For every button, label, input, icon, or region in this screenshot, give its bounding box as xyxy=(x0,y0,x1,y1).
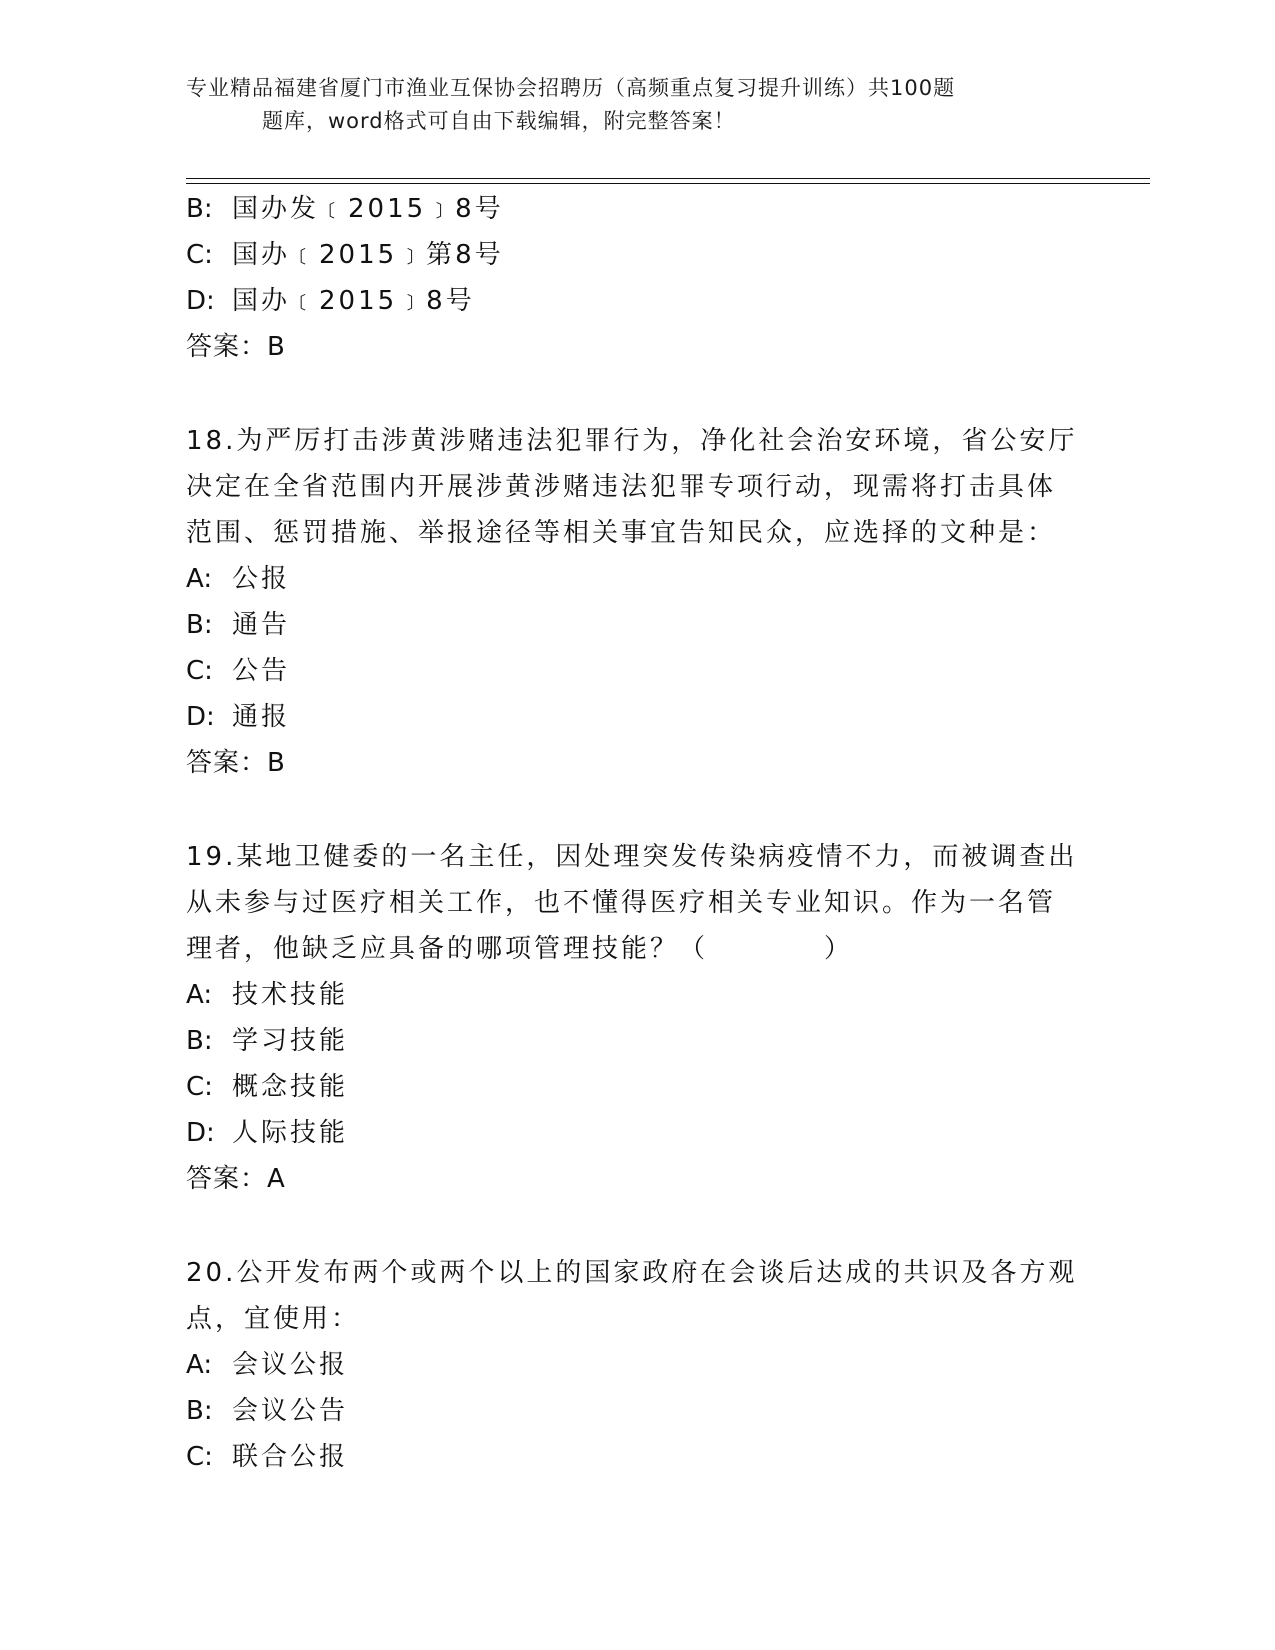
option-text: 国办﹝2015﹞8号 xyxy=(232,286,475,316)
option-row xyxy=(186,1018,1086,1064)
question-text-line: 20.公开发布两个或两个以上的国家政府在会谈后达成的共识及各方观 xyxy=(186,1258,1078,1288)
question-19-block xyxy=(186,834,1086,1202)
option-letter: C: xyxy=(186,1072,213,1102)
document-body xyxy=(186,186,1086,1480)
question-18-block xyxy=(186,418,1086,786)
option-letter: C: xyxy=(186,1442,213,1472)
option-row xyxy=(186,602,1086,648)
question-text-line: 决定在全省范围内开展涉黄涉赌违法犯罪专项行动，现需将打击具体 xyxy=(186,472,1057,502)
option-letter: A: xyxy=(186,1350,213,1380)
option-text: 学习技能 xyxy=(232,1026,349,1056)
option-letter: B: xyxy=(186,1026,213,1056)
option-row xyxy=(186,1388,1086,1434)
option-row xyxy=(186,1342,1086,1388)
option-letter: B: xyxy=(186,610,213,640)
question-text-line: 18.为严厉打击涉黄涉赌违法犯罪行为，净化社会治安环境，省公安厅 xyxy=(186,426,1078,456)
option-row xyxy=(186,232,1086,278)
option-row xyxy=(186,1110,1086,1156)
option-row xyxy=(186,1064,1086,1110)
option-text: 通告 xyxy=(232,610,291,640)
question-text-line: 理者，他缺乏应具备的哪项管理技能？（ ） xyxy=(186,934,854,964)
document-header xyxy=(186,72,1066,138)
option-text: 公报 xyxy=(232,564,291,594)
option-letter: D: xyxy=(186,702,215,732)
option-letter: B: xyxy=(186,194,213,224)
option-text: 概念技能 xyxy=(232,1072,349,1102)
spacer xyxy=(186,1202,1086,1250)
option-text: 技术技能 xyxy=(232,980,349,1010)
question-text-line: 19.某地卫健委的一名主任，因处理突发传染病疫情不力，而被调查出 xyxy=(186,842,1078,872)
option-row xyxy=(186,556,1086,602)
spacer xyxy=(186,370,1086,418)
option-text: 公告 xyxy=(232,656,291,686)
option-text: 国办﹝2015﹞第8号 xyxy=(232,240,504,270)
option-text: 会议公报 xyxy=(232,1350,349,1380)
prev-question-block xyxy=(186,186,1086,370)
option-text: 联合公报 xyxy=(232,1442,349,1472)
header-title-line-1: 专业精品福建省厦门市渔业互保协会招聘历（高频重点复习提升训练）共100题 xyxy=(186,76,956,100)
answer-line: 答案：B xyxy=(186,332,286,362)
option-text: 人际技能 xyxy=(232,1118,349,1148)
option-row xyxy=(186,694,1086,740)
option-row xyxy=(186,278,1086,324)
option-row xyxy=(186,186,1086,232)
option-letter: B: xyxy=(186,1396,213,1426)
option-letter: C: xyxy=(186,240,213,270)
option-letter: A: xyxy=(186,980,213,1010)
question-text-line: 范围、惩罚措施、举报途径等相关事宜告知民众，应选择的文种是： xyxy=(186,518,1057,548)
option-row xyxy=(186,1434,1086,1480)
option-text: 国办发﹝2015﹞8号 xyxy=(232,194,504,224)
option-letter: D: xyxy=(186,286,215,316)
header-title-line-2: 题库，word格式可自由下载编辑，附完整答案！ xyxy=(262,109,736,133)
option-letter: D: xyxy=(186,1118,215,1148)
header-divider-top xyxy=(186,178,1150,179)
header-divider-bottom xyxy=(186,183,1150,184)
answer-line: 答案：A xyxy=(186,1164,286,1194)
answer-line: 答案：B xyxy=(186,748,286,778)
option-row xyxy=(186,972,1086,1018)
option-letter: A: xyxy=(186,564,213,594)
question-20-block xyxy=(186,1250,1086,1480)
option-text: 通报 xyxy=(232,702,291,732)
question-text-line: 点，宜使用： xyxy=(186,1304,361,1334)
spacer xyxy=(186,786,1086,834)
question-text-line: 从未参与过医疗相关工作，也不懂得医疗相关专业知识。作为一名管 xyxy=(186,888,1057,918)
option-letter: C: xyxy=(186,656,213,686)
option-text: 会议公告 xyxy=(232,1396,349,1426)
option-row xyxy=(186,648,1086,694)
